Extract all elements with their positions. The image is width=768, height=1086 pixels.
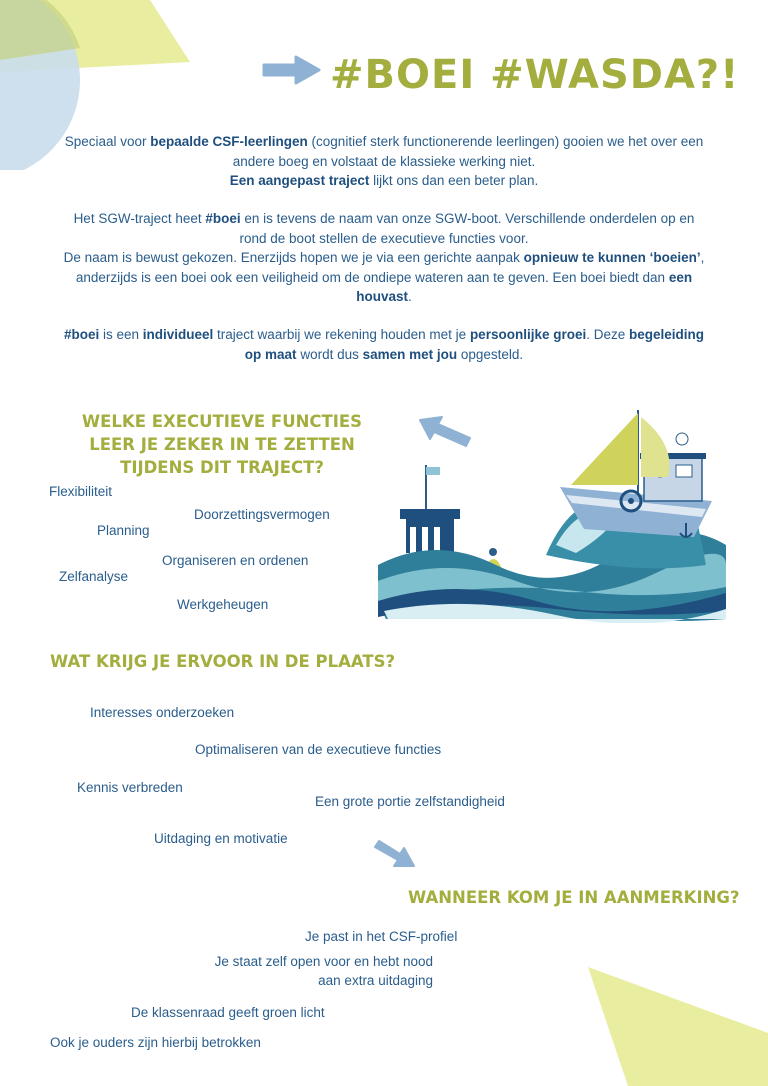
functie-item: Doorzettingsvermogen <box>194 507 330 522</box>
text-run: Het SGW-traject heet <box>73 211 206 226</box>
text-run: Speciaal voor <box>64 134 151 149</box>
text-run: (cognitief sterk functionerende leerlingen) gooien we het over een andere boeg en volstaat de klassieke werking niet. <box>232 134 704 169</box>
text-run: traject waarbij we rekening houden met je <box>213 327 470 342</box>
functie-item: Zelfanalyse <box>59 569 129 584</box>
text-run: wordt dus <box>296 346 363 362</box>
intro-paragraph-3 <box>60 325 708 364</box>
bold-text: Een aangepast traject <box>229 173 370 188</box>
aanmerking-item: Je staat zelf open voor en hebt nood aan extra uitdaging <box>214 954 433 988</box>
aanmerking-item: De klassenraad geeft groen licht <box>131 1005 325 1020</box>
intro-paragraph-2 <box>60 209 708 307</box>
text-run: en is tevens de naam van onze SGW-boot. Verschillende onderdelen op en rond de boot stellen de executieve functies voor. <box>239 211 695 246</box>
bottom-right-decoration <box>580 955 768 1086</box>
text-run: De naam is bewust gekozen. Enerzijds hopen we je via een gerichte aanpak <box>63 250 524 265</box>
aanmerking-item: Ook je ouders zijn hierbij betrokken <box>50 1035 261 1050</box>
functie-item: Werkgeheugen <box>177 597 269 612</box>
arrow-down-right-icon <box>372 838 418 870</box>
functie-item: Planning <box>97 523 150 538</box>
text-run: . Deze <box>586 327 629 342</box>
text-run: . <box>408 289 412 304</box>
bold-text: een houvast <box>356 269 693 304</box>
ervoor-item: Uitdaging en motivatie <box>154 831 288 846</box>
bold-text: begeleiding op maat <box>244 327 705 362</box>
boat-illustration <box>376 405 728 623</box>
aanmerking-item: Je past in het CSF-profiel <box>305 929 458 944</box>
functie-item: Flexibiliteit <box>49 484 113 499</box>
bold-text: opnieuw te kunnen ‘boeien’ <box>523 250 701 265</box>
ervoor-item: Interesses onderzoeken <box>90 705 235 720</box>
ervoor-item: Een grote portie zelfstandigheid <box>315 794 505 809</box>
text-run: is een <box>99 327 143 342</box>
ervoor-item: Kennis verbreden <box>77 780 183 795</box>
text-run: lijkt ons dan een beter plan. <box>369 173 539 188</box>
aanmerking-heading: WANNEER KOM JE IN AANMERKING? <box>408 888 740 907</box>
arrow-right-icon <box>262 54 322 86</box>
page-title: #BOEI #WASDA?! <box>330 52 740 98</box>
bold-text: individueel <box>142 327 214 342</box>
functie-item: Organiseren en ordenen <box>162 553 309 568</box>
bold-text: samen met jou <box>362 346 458 362</box>
text-run: opgesteld. <box>457 346 524 362</box>
bold-text: #boei <box>63 327 100 342</box>
functies-heading: WELKE EXECUTIEVE FUNCTIES LEER JE ZEKER IN TE ZETTEN TIJDENS DIT TRAJECT? <box>81 412 363 477</box>
bold-text: #boei <box>205 211 241 226</box>
bold-text: persoonlijke groei <box>469 327 587 342</box>
ervoor-item: Optimaliseren van de executieve functies <box>195 742 442 757</box>
text-run: , anderzijds is een boei ook een veiligheid om de ondiepe wateren aan te geven. Een boei biedt dan <box>75 250 705 285</box>
ervoor-heading: WAT KRIJG JE ERVOOR IN DE PLAATS? <box>50 652 396 671</box>
bold-text: bepaalde CSF-leerlingen <box>150 134 308 149</box>
intro-paragraph-1 <box>60 132 708 191</box>
